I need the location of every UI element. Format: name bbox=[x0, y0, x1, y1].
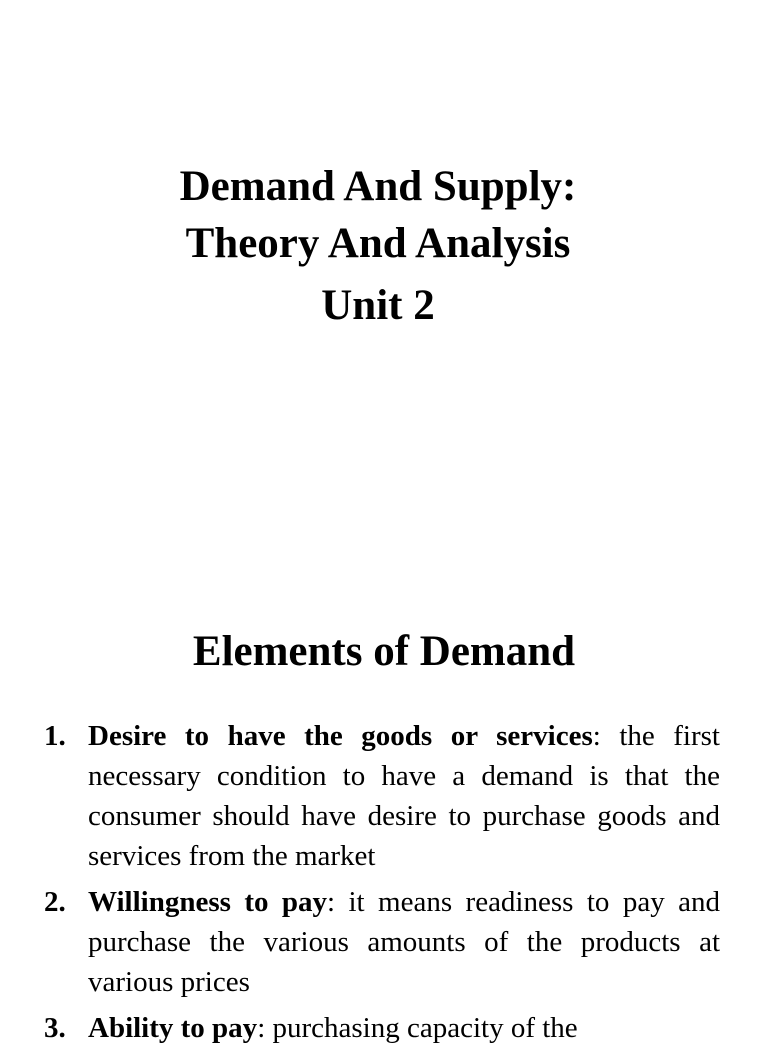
title-line-1: Demand And Supply: bbox=[179, 163, 577, 210]
list-item bbox=[44, 882, 720, 1002]
list-item-term: Desire to have the goods or services bbox=[88, 720, 593, 752]
list-item-text: : the first necessary condition to have a demand is that the consumer should have desire to purchase goods and services from the market bbox=[88, 720, 720, 872]
list-item bbox=[44, 716, 720, 876]
list-item-text: : purchasing capacity of the bbox=[257, 1012, 578, 1044]
unit-label: Unit 2 bbox=[321, 282, 435, 329]
slide-heading: Elements of Demand bbox=[192, 628, 576, 675]
slide-title bbox=[0, 158, 756, 272]
list-item-number: 2. bbox=[44, 886, 66, 918]
list-item bbox=[44, 1008, 720, 1048]
list-item-term: Willingness to pay bbox=[88, 886, 328, 918]
elements-slide bbox=[0, 560, 768, 1044]
elements-list bbox=[44, 716, 720, 1054]
list-item-number: 1. bbox=[44, 720, 66, 752]
title-line-2: Theory And Analysis bbox=[185, 220, 571, 267]
list-item-number: 3. bbox=[44, 1012, 66, 1044]
list-item-term: Ability to pay bbox=[88, 1012, 258, 1044]
list-item-text: : it means readiness to pay and purchase the various amounts of the products at various prices bbox=[88, 886, 720, 998]
